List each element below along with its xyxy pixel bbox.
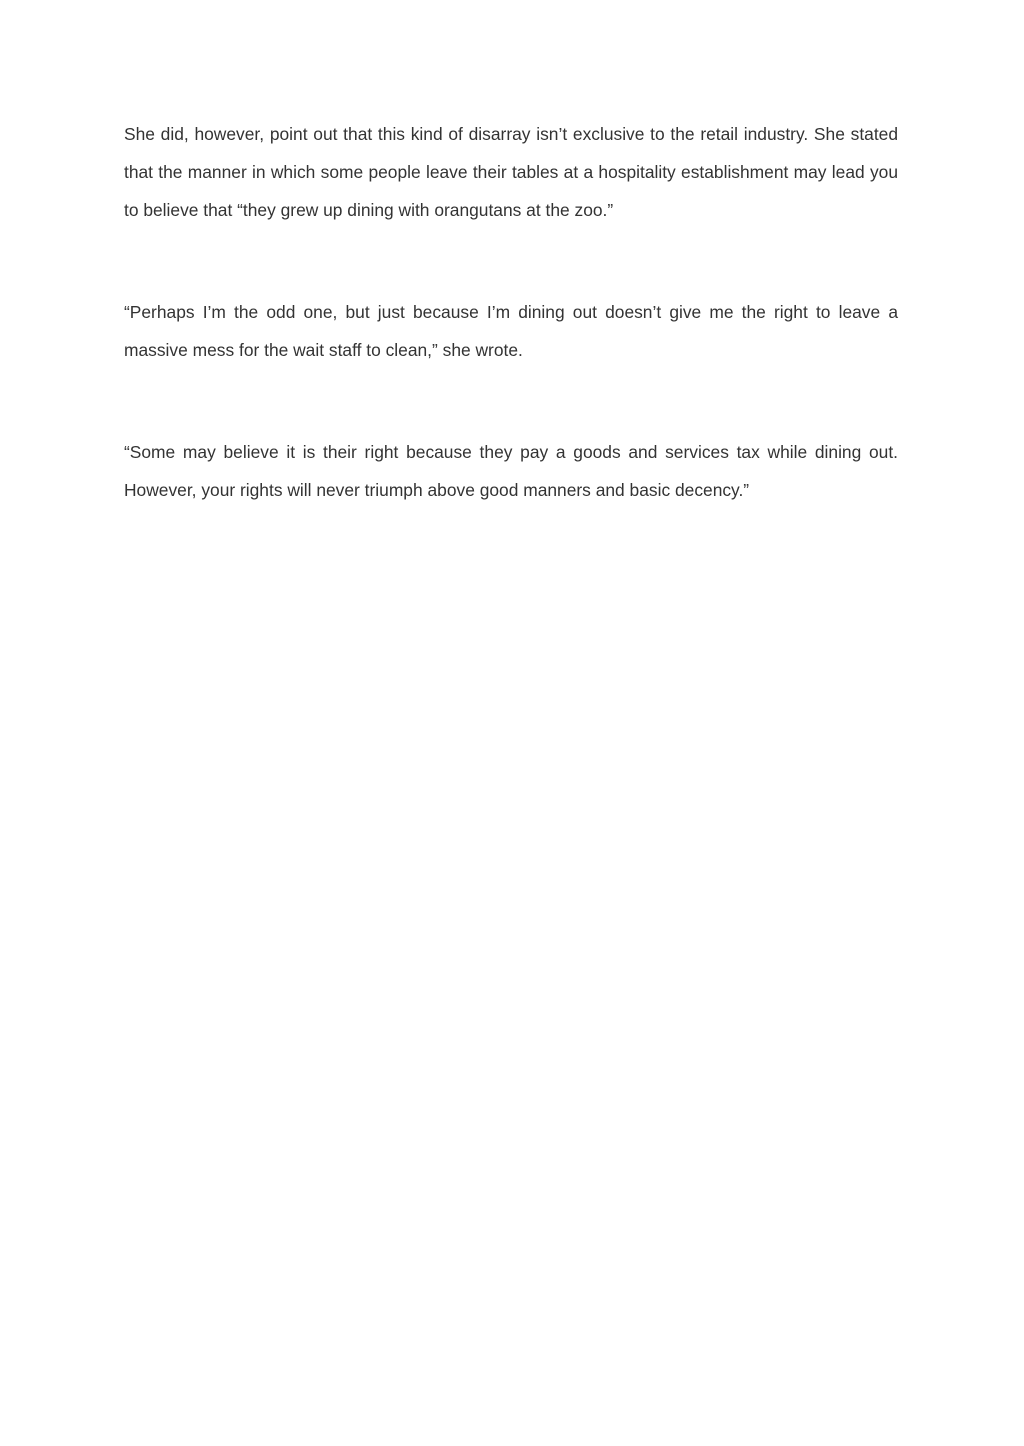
document-body [124, 115, 898, 509]
paragraph: She did, however, point out that this kind of disarray isn’t exclusive to the retail industry. She stated that the manner in which some people leave their tables at a hospitality establishment may lead you to believe that “they grew up dining with orangutans at the zoo.” [124, 124, 898, 220]
paragraph: “Some may believe it is their right because they pay a goods and services tax while dining out. However, your rights will never triumph above good manners and basic decency.” [124, 442, 898, 500]
paragraph: “Perhaps I’m the odd one, but just because I’m dining out doesn’t give me the right to leave a massive mess for the wait staff to clean,” she wrote. [124, 302, 898, 360]
